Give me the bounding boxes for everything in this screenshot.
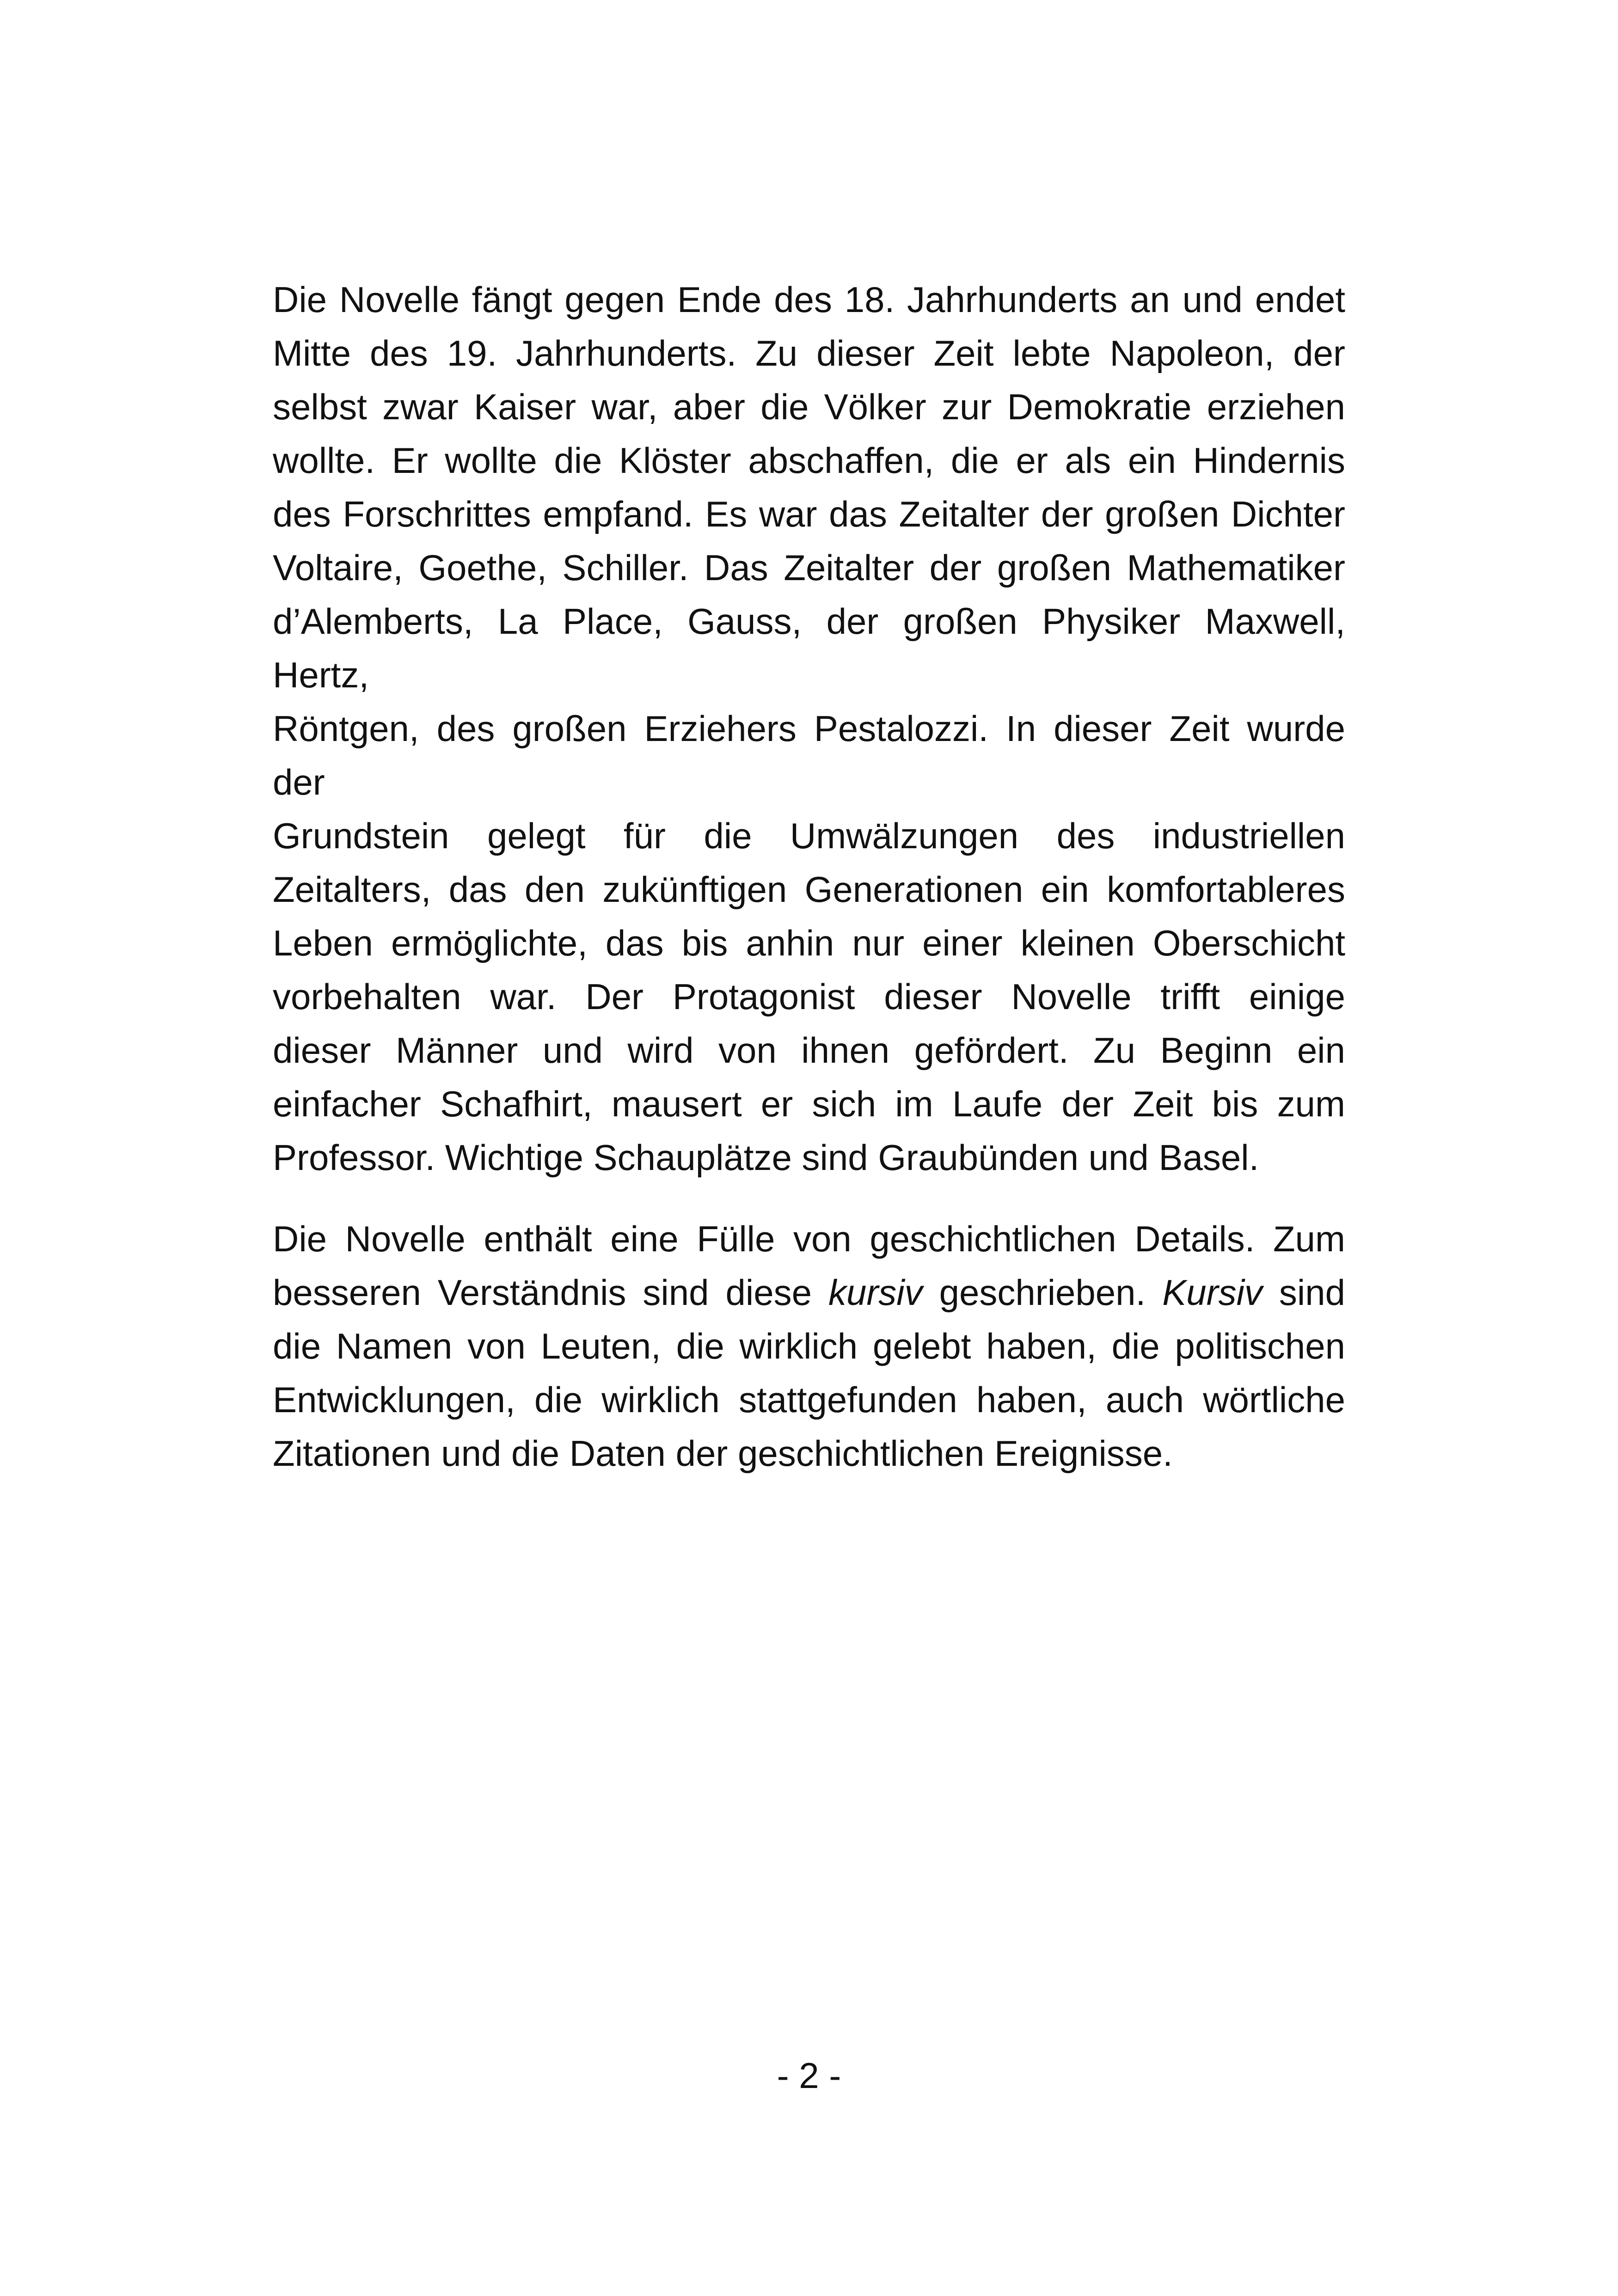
body-text <box>273 273 1345 1480</box>
text-line-with-italics <box>273 1266 1345 1319</box>
text-line: Mitte des 19. Jahrhunderts. Zu dieser Zeit lebte Napoleon, der <box>273 333 1345 373</box>
text-line: vorbehalten war. Der Protagonist dieser Novelle trifft einige <box>273 976 1345 1017</box>
text-line: Röntgen, des großen Erziehers Pestalozzi. In dieser Zeit wurde der <box>273 708 1345 802</box>
text-line: dieser Männer und wird von ihnen gefördert. Zu Beginn ein <box>273 1030 1345 1071</box>
text-line: Zeitalters, das den zukünftigen Generationen ein komfortableres <box>273 869 1345 910</box>
text-line: die Namen von Leuten, die wirklich gelebt haben, die politischen <box>273 1326 1345 1366</box>
text-line: einfacher Schafhirt, mausert er sich im Laufe der Zeit bis zum <box>273 1084 1345 1124</box>
text-segment: sind <box>1262 1272 1346 1313</box>
italic-word: Kursiv <box>1162 1272 1263 1313</box>
text-line: Die Novelle enthält eine Fülle von geschichtlichen Details. Zum <box>273 1218 1345 1259</box>
paragraph-intro <box>273 273 1345 1184</box>
paragraph-italics-note <box>273 1212 1345 1480</box>
italic-word: kursiv <box>828 1272 923 1313</box>
text-line: Leben ermöglichte, das bis anhin nur einer kleinen Oberschicht <box>273 923 1345 963</box>
text-line: des Forschrittes empfand. Es war das Zeitalter der großen Dichter <box>273 494 1345 534</box>
text-line: Voltaire, Goethe, Schiller. Das Zeitalter der großen Mathematiker <box>273 547 1345 588</box>
text-line: d’Alemberts, La Place, Gauss, der großen Physiker Maxwell, Hertz, <box>273 601 1345 695</box>
text-line: Entwicklungen, die wirklich stattgefunden haben, auch wörtliche <box>273 1379 1345 1420</box>
text-segment: besseren Verständnis sind diese <box>273 1272 828 1313</box>
text-line: selbst zwar Kaiser war, aber die Völker zur Demokratie erziehen <box>273 386 1345 427</box>
text-line: wollte. Er wollte die Klöster abschaffen, die er als ein Hindernis <box>273 440 1345 481</box>
text-line: Grundstein gelegt für die Umwälzungen des industriellen <box>273 815 1345 856</box>
text-line: Die Novelle fängt gegen Ende des 18. Jahrhunderts an und endet <box>273 279 1345 320</box>
text-line: Professor. Wichtige Schauplätze sind Graubünden und Basel. <box>273 1137 1259 1178</box>
text-line: Zitationen und die Daten der geschichtlichen Ereignisse. <box>273 1433 1173 1474</box>
page-number: - 2 - <box>777 2055 841 2096</box>
text-segment: geschrieben. <box>922 1272 1163 1313</box>
